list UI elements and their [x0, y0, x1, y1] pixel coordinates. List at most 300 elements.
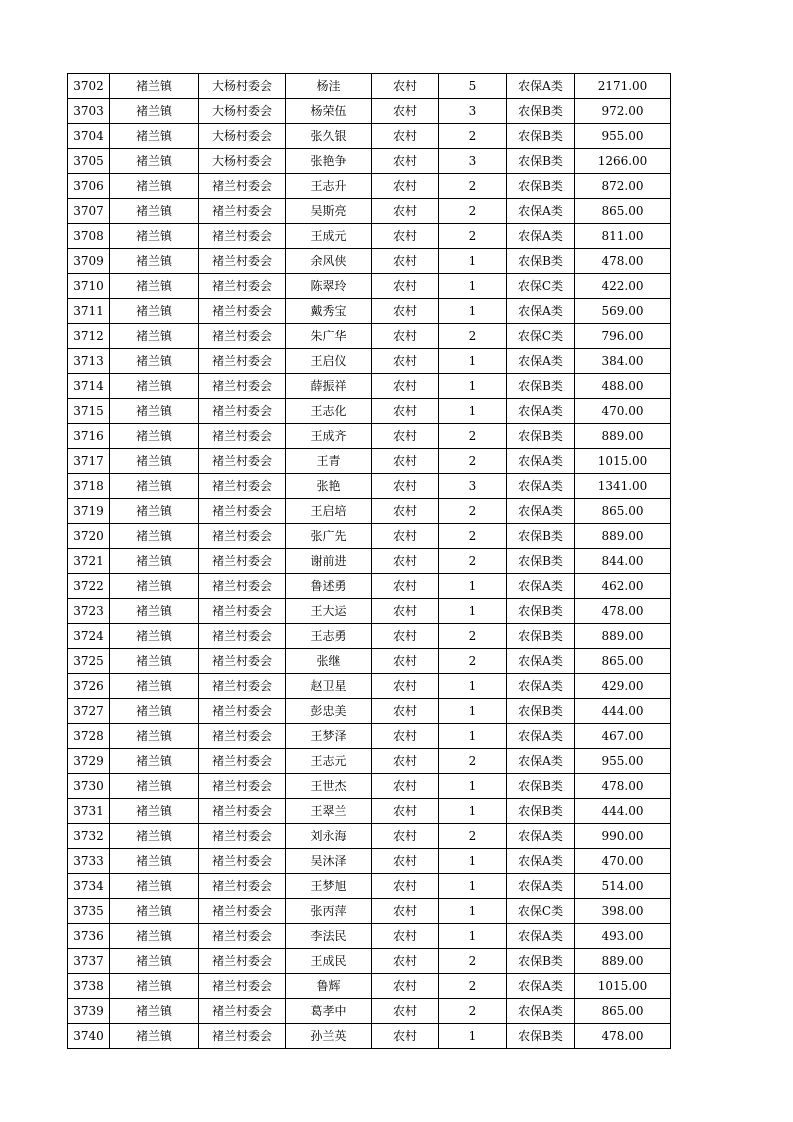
village-committee-cell: 大杨村委会 — [199, 149, 286, 174]
name-cell: 王大运 — [286, 599, 372, 624]
town-cell: 褚兰镇 — [110, 999, 199, 1024]
name-cell: 张继 — [286, 649, 372, 674]
amount-cell: 955.00 — [575, 124, 671, 149]
area-type-cell: 农村 — [372, 999, 439, 1024]
area-type-cell: 农村 — [372, 199, 439, 224]
table-row — [68, 249, 671, 274]
area-type-cell: 农村 — [372, 799, 439, 824]
area-type-cell: 农村 — [372, 774, 439, 799]
household-size-cell: 2 — [439, 549, 507, 574]
village-committee-cell: 褚兰村委会 — [199, 824, 286, 849]
amount-cell: 889.00 — [575, 424, 671, 449]
village-committee-cell: 褚兰村委会 — [199, 574, 286, 599]
town-cell: 褚兰镇 — [110, 99, 199, 124]
village-committee-cell: 褚兰村委会 — [199, 399, 286, 424]
row-number-cell: 3727 — [68, 699, 110, 724]
area-type-cell: 农村 — [372, 349, 439, 374]
insurance-category-cell: 农保B类 — [507, 424, 575, 449]
name-cell: 杨荣伍 — [286, 99, 372, 124]
name-cell: 薛振祥 — [286, 374, 372, 399]
row-number-cell: 3715 — [68, 399, 110, 424]
area-type-cell: 农村 — [372, 274, 439, 299]
area-type-cell: 农村 — [372, 699, 439, 724]
household-size-cell: 2 — [439, 224, 507, 249]
amount-cell: 990.00 — [575, 824, 671, 849]
table-row — [68, 599, 671, 624]
town-cell: 褚兰镇 — [110, 724, 199, 749]
village-committee-cell: 褚兰村委会 — [199, 549, 286, 574]
area-type-cell: 农村 — [372, 224, 439, 249]
amount-cell: 384.00 — [575, 349, 671, 374]
area-type-cell: 农村 — [372, 849, 439, 874]
row-number-cell: 3707 — [68, 199, 110, 224]
insurance-category-cell: 农保A类 — [507, 349, 575, 374]
area-type-cell: 农村 — [372, 924, 439, 949]
household-size-cell: 1 — [439, 299, 507, 324]
household-size-cell: 1 — [439, 274, 507, 299]
row-number-cell: 3703 — [68, 99, 110, 124]
household-size-cell: 2 — [439, 824, 507, 849]
household-size-cell: 1 — [439, 574, 507, 599]
area-type-cell: 农村 — [372, 974, 439, 999]
row-number-cell: 3722 — [68, 574, 110, 599]
insurance-category-cell: 农保B类 — [507, 774, 575, 799]
household-size-cell: 1 — [439, 349, 507, 374]
village-committee-cell: 褚兰村委会 — [199, 649, 286, 674]
household-size-cell: 2 — [439, 324, 507, 349]
amount-cell: 865.00 — [575, 499, 671, 524]
row-number-cell: 3709 — [68, 249, 110, 274]
amount-cell: 796.00 — [575, 324, 671, 349]
insurance-category-cell: 农保A类 — [507, 849, 575, 874]
amount-cell: 872.00 — [575, 174, 671, 199]
household-size-cell: 2 — [439, 124, 507, 149]
insurance-category-cell: 农保B类 — [507, 374, 575, 399]
household-size-cell: 1 — [439, 399, 507, 424]
table-row — [68, 849, 671, 874]
town-cell: 褚兰镇 — [110, 124, 199, 149]
household-size-cell: 2 — [439, 449, 507, 474]
name-cell: 朱广华 — [286, 324, 372, 349]
town-cell: 褚兰镇 — [110, 424, 199, 449]
village-committee-cell: 褚兰村委会 — [199, 449, 286, 474]
town-cell: 褚兰镇 — [110, 274, 199, 299]
amount-cell: 470.00 — [575, 849, 671, 874]
name-cell: 鲁辉 — [286, 974, 372, 999]
town-cell: 褚兰镇 — [110, 374, 199, 399]
amount-cell: 478.00 — [575, 774, 671, 799]
household-size-cell: 2 — [439, 974, 507, 999]
area-type-cell: 农村 — [372, 624, 439, 649]
amount-cell: 444.00 — [575, 699, 671, 724]
town-cell: 褚兰镇 — [110, 199, 199, 224]
row-number-cell: 3712 — [68, 324, 110, 349]
table-row — [68, 649, 671, 674]
name-cell: 李法民 — [286, 924, 372, 949]
town-cell: 褚兰镇 — [110, 399, 199, 424]
village-committee-cell: 褚兰村委会 — [199, 599, 286, 624]
insurance-category-cell: 农保A类 — [507, 299, 575, 324]
name-cell: 张艳争 — [286, 149, 372, 174]
name-cell: 王成民 — [286, 949, 372, 974]
town-cell: 褚兰镇 — [110, 324, 199, 349]
name-cell: 赵卫星 — [286, 674, 372, 699]
amount-cell: 1341.00 — [575, 474, 671, 499]
row-number-cell: 3731 — [68, 799, 110, 824]
area-type-cell: 农村 — [372, 749, 439, 774]
amount-cell: 811.00 — [575, 224, 671, 249]
row-number-cell: 3728 — [68, 724, 110, 749]
town-cell: 褚兰镇 — [110, 949, 199, 974]
row-number-cell: 3737 — [68, 949, 110, 974]
town-cell: 褚兰镇 — [110, 599, 199, 624]
village-committee-cell: 褚兰村委会 — [199, 474, 286, 499]
village-committee-cell: 褚兰村委会 — [199, 699, 286, 724]
table-body — [68, 74, 671, 1049]
name-cell: 张广先 — [286, 524, 372, 549]
name-cell: 王志化 — [286, 399, 372, 424]
row-number-cell: 3708 — [68, 224, 110, 249]
insurance-category-cell: 农保B类 — [507, 599, 575, 624]
area-type-cell: 农村 — [372, 174, 439, 199]
area-type-cell: 农村 — [372, 674, 439, 699]
village-committee-cell: 大杨村委会 — [199, 74, 286, 99]
name-cell: 张丙萍 — [286, 899, 372, 924]
name-cell: 彭忠美 — [286, 699, 372, 724]
row-number-cell: 3721 — [68, 549, 110, 574]
town-cell: 褚兰镇 — [110, 499, 199, 524]
town-cell: 褚兰镇 — [110, 574, 199, 599]
amount-cell: 1015.00 — [575, 449, 671, 474]
insurance-category-cell: 农保B类 — [507, 949, 575, 974]
village-committee-cell: 褚兰村委会 — [199, 849, 286, 874]
table-row — [68, 374, 671, 399]
insurance-category-cell: 农保A类 — [507, 574, 575, 599]
village-committee-cell: 褚兰村委会 — [199, 874, 286, 899]
name-cell: 王志升 — [286, 174, 372, 199]
town-cell: 褚兰镇 — [110, 699, 199, 724]
area-type-cell: 农村 — [372, 574, 439, 599]
table-row — [68, 1024, 671, 1049]
insurance-category-cell: 农保B类 — [507, 1024, 575, 1049]
table-row — [68, 324, 671, 349]
village-committee-cell: 褚兰村委会 — [199, 299, 286, 324]
amount-cell: 398.00 — [575, 899, 671, 924]
table-row — [68, 149, 671, 174]
household-size-cell: 3 — [439, 149, 507, 174]
town-cell: 褚兰镇 — [110, 874, 199, 899]
village-committee-cell: 褚兰村委会 — [199, 1024, 286, 1049]
row-number-cell: 3725 — [68, 649, 110, 674]
area-type-cell: 农村 — [372, 524, 439, 549]
row-number-cell: 3710 — [68, 274, 110, 299]
table-row — [68, 224, 671, 249]
household-size-cell: 2 — [439, 174, 507, 199]
row-number-cell: 3706 — [68, 174, 110, 199]
amount-cell: 422.00 — [575, 274, 671, 299]
area-type-cell: 农村 — [372, 1024, 439, 1049]
row-number-cell: 3717 — [68, 449, 110, 474]
village-committee-cell: 褚兰村委会 — [199, 174, 286, 199]
town-cell: 褚兰镇 — [110, 924, 199, 949]
household-size-cell: 2 — [439, 499, 507, 524]
row-number-cell: 3705 — [68, 149, 110, 174]
table-row — [68, 474, 671, 499]
table-row — [68, 699, 671, 724]
name-cell: 王启培 — [286, 499, 372, 524]
town-cell: 褚兰镇 — [110, 74, 199, 99]
household-size-cell: 1 — [439, 1024, 507, 1049]
name-cell: 杨洼 — [286, 74, 372, 99]
table-row — [68, 399, 671, 424]
name-cell: 王梦旭 — [286, 874, 372, 899]
area-type-cell: 农村 — [372, 324, 439, 349]
amount-cell: 444.00 — [575, 799, 671, 824]
insurance-category-cell: 农保A类 — [507, 74, 575, 99]
village-committee-cell: 褚兰村委会 — [199, 999, 286, 1024]
household-size-cell: 1 — [439, 799, 507, 824]
area-type-cell: 农村 — [372, 649, 439, 674]
table-row — [68, 974, 671, 999]
insurance-category-cell: 农保B类 — [507, 174, 575, 199]
row-number-cell: 3732 — [68, 824, 110, 849]
table-row — [68, 949, 671, 974]
household-size-cell: 2 — [439, 424, 507, 449]
table-row — [68, 774, 671, 799]
name-cell: 王成元 — [286, 224, 372, 249]
amount-cell: 889.00 — [575, 524, 671, 549]
household-size-cell: 1 — [439, 599, 507, 624]
household-size-cell: 2 — [439, 624, 507, 649]
area-type-cell: 农村 — [372, 899, 439, 924]
town-cell: 褚兰镇 — [110, 624, 199, 649]
row-number-cell: 3716 — [68, 424, 110, 449]
insurance-category-cell: 农保B类 — [507, 799, 575, 824]
insurance-category-cell: 农保A类 — [507, 924, 575, 949]
household-size-cell: 1 — [439, 374, 507, 399]
amount-cell: 844.00 — [575, 549, 671, 574]
household-size-cell: 1 — [439, 849, 507, 874]
insurance-category-cell: 农保B类 — [507, 549, 575, 574]
table-row — [68, 499, 671, 524]
village-committee-cell: 褚兰村委会 — [199, 524, 286, 549]
insurance-category-cell: 农保A类 — [507, 974, 575, 999]
area-type-cell: 农村 — [372, 724, 439, 749]
amount-cell: 865.00 — [575, 999, 671, 1024]
insurance-category-cell: 农保A类 — [507, 649, 575, 674]
amount-cell: 889.00 — [575, 624, 671, 649]
amount-cell: 478.00 — [575, 249, 671, 274]
village-committee-cell: 褚兰村委会 — [199, 924, 286, 949]
household-size-cell: 1 — [439, 249, 507, 274]
household-size-cell: 5 — [439, 74, 507, 99]
row-number-cell: 3702 — [68, 74, 110, 99]
area-type-cell: 农村 — [372, 824, 439, 849]
amount-cell: 972.00 — [575, 99, 671, 124]
row-number-cell: 3719 — [68, 499, 110, 524]
insurance-category-cell: 农保B类 — [507, 99, 575, 124]
area-type-cell: 农村 — [372, 599, 439, 624]
row-number-cell: 3730 — [68, 774, 110, 799]
name-cell: 王青 — [286, 449, 372, 474]
insurance-category-cell: 农保A类 — [507, 749, 575, 774]
amount-cell: 493.00 — [575, 924, 671, 949]
village-committee-cell: 褚兰村委会 — [199, 274, 286, 299]
table-row — [68, 574, 671, 599]
village-committee-cell: 褚兰村委会 — [199, 949, 286, 974]
name-cell: 戴秀宝 — [286, 299, 372, 324]
household-size-cell: 1 — [439, 699, 507, 724]
village-committee-cell: 褚兰村委会 — [199, 674, 286, 699]
row-number-cell: 3713 — [68, 349, 110, 374]
insurance-category-cell: 农保B类 — [507, 249, 575, 274]
amount-cell: 865.00 — [575, 199, 671, 224]
name-cell: 王启仪 — [286, 349, 372, 374]
name-cell: 谢前进 — [286, 549, 372, 574]
village-committee-cell: 褚兰村委会 — [199, 374, 286, 399]
area-type-cell: 农村 — [372, 949, 439, 974]
area-type-cell: 农村 — [372, 549, 439, 574]
table-row — [68, 899, 671, 924]
table-row — [68, 924, 671, 949]
amount-cell: 955.00 — [575, 749, 671, 774]
insurance-category-cell: 农保A类 — [507, 449, 575, 474]
insurance-category-cell: 农保A类 — [507, 824, 575, 849]
table-row — [68, 199, 671, 224]
household-size-cell: 2 — [439, 524, 507, 549]
village-committee-cell: 褚兰村委会 — [199, 799, 286, 824]
insurance-category-cell: 农保A类 — [507, 724, 575, 749]
row-number-cell: 3733 — [68, 849, 110, 874]
household-size-cell: 1 — [439, 899, 507, 924]
area-type-cell: 农村 — [372, 499, 439, 524]
town-cell: 褚兰镇 — [110, 774, 199, 799]
row-number-cell: 3738 — [68, 974, 110, 999]
row-number-cell: 3720 — [68, 524, 110, 549]
town-cell: 褚兰镇 — [110, 449, 199, 474]
name-cell: 张久银 — [286, 124, 372, 149]
amount-cell: 1015.00 — [575, 974, 671, 999]
area-type-cell: 农村 — [372, 374, 439, 399]
table-row — [68, 299, 671, 324]
town-cell: 褚兰镇 — [110, 849, 199, 874]
amount-cell: 488.00 — [575, 374, 671, 399]
amount-cell: 2171.00 — [575, 74, 671, 99]
row-number-cell: 3729 — [68, 749, 110, 774]
amount-cell: 470.00 — [575, 399, 671, 424]
table-row — [68, 724, 671, 749]
insurance-category-cell: 农保B类 — [507, 699, 575, 724]
area-type-cell: 农村 — [372, 399, 439, 424]
insurance-category-cell: 农保A类 — [507, 199, 575, 224]
town-cell: 褚兰镇 — [110, 149, 199, 174]
area-type-cell: 农村 — [372, 449, 439, 474]
town-cell: 褚兰镇 — [110, 1024, 199, 1049]
area-type-cell: 农村 — [372, 124, 439, 149]
row-number-cell: 3735 — [68, 899, 110, 924]
table-row — [68, 124, 671, 149]
amount-cell: 462.00 — [575, 574, 671, 599]
row-number-cell: 3739 — [68, 999, 110, 1024]
row-number-cell: 3726 — [68, 674, 110, 699]
insurance-category-cell: 农保B类 — [507, 624, 575, 649]
town-cell: 褚兰镇 — [110, 524, 199, 549]
town-cell: 褚兰镇 — [110, 824, 199, 849]
town-cell: 褚兰镇 — [110, 549, 199, 574]
name-cell: 王翠兰 — [286, 799, 372, 824]
row-number-cell: 3724 — [68, 624, 110, 649]
table-row — [68, 749, 671, 774]
household-size-cell: 1 — [439, 774, 507, 799]
household-size-cell: 1 — [439, 724, 507, 749]
town-cell: 褚兰镇 — [110, 749, 199, 774]
area-type-cell: 农村 — [372, 149, 439, 174]
village-committee-cell: 褚兰村委会 — [199, 774, 286, 799]
village-committee-cell: 褚兰村委会 — [199, 724, 286, 749]
town-cell: 褚兰镇 — [110, 174, 199, 199]
insurance-category-cell: 农保C类 — [507, 274, 575, 299]
amount-cell: 865.00 — [575, 649, 671, 674]
row-number-cell: 3704 — [68, 124, 110, 149]
table-row — [68, 174, 671, 199]
amount-cell: 478.00 — [575, 599, 671, 624]
household-size-cell: 2 — [439, 199, 507, 224]
table-row — [68, 824, 671, 849]
table-row — [68, 674, 671, 699]
household-size-cell: 1 — [439, 874, 507, 899]
area-type-cell: 农村 — [372, 99, 439, 124]
row-number-cell: 3711 — [68, 299, 110, 324]
name-cell: 孙兰英 — [286, 1024, 372, 1049]
town-cell: 褚兰镇 — [110, 799, 199, 824]
name-cell: 余风侠 — [286, 249, 372, 274]
row-number-cell: 3736 — [68, 924, 110, 949]
household-size-cell: 1 — [439, 674, 507, 699]
table-row — [68, 624, 671, 649]
insurance-category-cell: 农保A类 — [507, 674, 575, 699]
amount-cell: 889.00 — [575, 949, 671, 974]
household-size-cell: 3 — [439, 474, 507, 499]
insurance-category-cell: 农保B类 — [507, 524, 575, 549]
town-cell: 褚兰镇 — [110, 974, 199, 999]
household-size-cell: 1 — [439, 924, 507, 949]
name-cell: 吴斯亮 — [286, 199, 372, 224]
table-row — [68, 99, 671, 124]
amount-cell: 1266.00 — [575, 149, 671, 174]
area-type-cell: 农村 — [372, 874, 439, 899]
name-cell: 王志元 — [286, 749, 372, 774]
amount-cell: 467.00 — [575, 724, 671, 749]
name-cell: 张艳 — [286, 474, 372, 499]
insurance-category-cell: 农保C类 — [507, 324, 575, 349]
name-cell: 吴沐泽 — [286, 849, 372, 874]
name-cell: 王世杰 — [286, 774, 372, 799]
household-size-cell: 3 — [439, 99, 507, 124]
name-cell: 鲁述勇 — [286, 574, 372, 599]
table-row — [68, 874, 671, 899]
insurance-category-cell: 农保A类 — [507, 874, 575, 899]
amount-cell: 429.00 — [575, 674, 671, 699]
name-cell: 陈翠玲 — [286, 274, 372, 299]
town-cell: 褚兰镇 — [110, 474, 199, 499]
table-row — [68, 274, 671, 299]
village-committee-cell: 大杨村委会 — [199, 124, 286, 149]
row-number-cell: 3714 — [68, 374, 110, 399]
village-committee-cell: 大杨村委会 — [199, 99, 286, 124]
area-type-cell: 农村 — [372, 474, 439, 499]
area-type-cell: 农村 — [372, 424, 439, 449]
amount-cell: 478.00 — [575, 1024, 671, 1049]
